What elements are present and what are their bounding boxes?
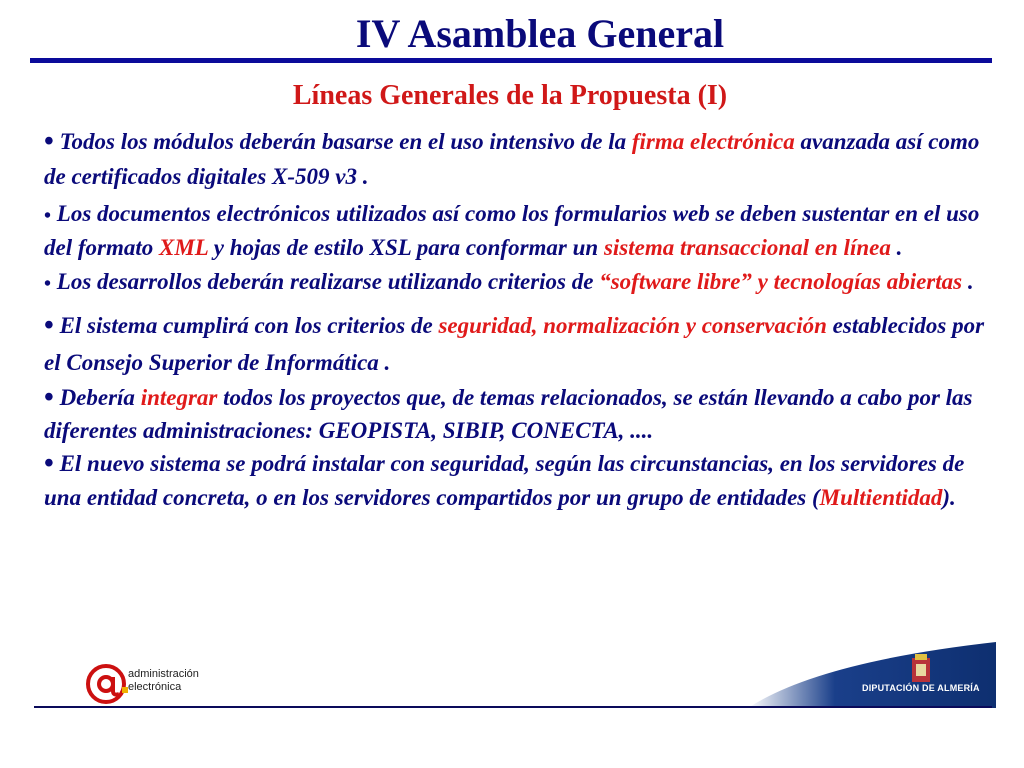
bullet-text: El nuevo sistema se podrá instalar con seguridad, según las circunstancias, en los servidores de una entidad concreta, o en los servidores compartidos por un grupo de entidades ( bbox=[44, 451, 965, 510]
bullet-icon: • bbox=[44, 273, 52, 295]
logo-line-2: electrónica bbox=[128, 681, 182, 693]
bullet-text: avanzada así como de certificados digitales X-509 v3 . bbox=[44, 129, 980, 189]
bullet-text: . bbox=[890, 235, 903, 260]
bullet-icon: • bbox=[44, 382, 54, 413]
logo-line-1: administración bbox=[128, 668, 199, 680]
slide-subtitle: Líneas Generales de la Propuesta (I) bbox=[292, 80, 728, 111]
bullet-text: Debería bbox=[53, 385, 141, 410]
logo-text bbox=[128, 668, 199, 694]
bullet-highlight: firma electrónica bbox=[631, 129, 795, 154]
bullet-text: y hojas de estilo XSL para conformar un bbox=[208, 235, 604, 260]
bullet-highlight: “software libre” y tecnologías abiertas bbox=[599, 269, 963, 294]
bullet-icon: • bbox=[44, 126, 54, 157]
bullet-text: todos los proyectos que, de temas relacionados, se están llevando a cabo por las diferentes administraciones: GEOPISTA, SIBIP, CONECTA, .... bbox=[44, 385, 973, 443]
diputacion-banner bbox=[748, 642, 996, 708]
bullet-item-5 bbox=[44, 381, 994, 447]
bullet-item-2 bbox=[44, 197, 994, 265]
coat-of-arms-icon bbox=[912, 654, 930, 682]
bullet-item-1 bbox=[44, 124, 994, 194]
slide-title: IV Asamblea General bbox=[355, 11, 725, 56]
bullet-text: Los documentos electrónicos utilizados así como los formularios web se deben sustentar en el uso del formato bbox=[44, 201, 980, 260]
bullet-highlight: seguridad, normalización y conservación bbox=[438, 313, 827, 338]
bullet-highlight: sistema transaccional en línea bbox=[603, 235, 891, 260]
bullet-icon: • bbox=[44, 310, 54, 341]
bullet-list bbox=[44, 124, 994, 515]
footer-divider bbox=[34, 706, 992, 708]
title-divider bbox=[30, 58, 992, 63]
bullet-item-3 bbox=[44, 265, 994, 299]
bullet-text: ). bbox=[942, 485, 956, 510]
bullet-icon: • bbox=[44, 205, 52, 227]
bullet-item-6 bbox=[44, 447, 994, 515]
bullet-highlight: Multientidad bbox=[819, 485, 943, 510]
bullet-item-4 bbox=[44, 307, 994, 381]
bullet-text: . bbox=[962, 269, 974, 294]
bullet-text: Los desarrollos deberán realizarse utilizando criterios de bbox=[51, 269, 600, 294]
bullet-highlight: XML bbox=[159, 235, 208, 260]
bullet-highlight: integrar bbox=[140, 385, 218, 410]
bullet-icon: • bbox=[44, 448, 54, 479]
bullet-text: establecidos por el Consejo Superior de Informática . bbox=[44, 313, 985, 375]
bullet-text: El sistema cumplirá con los criterios de bbox=[53, 313, 439, 338]
diputacion-label: DIPUTACIÓN DE ALMERÍA bbox=[862, 683, 980, 693]
bullet-text: Todos los módulos deberán basarse en el uso intensivo de la bbox=[53, 129, 632, 154]
